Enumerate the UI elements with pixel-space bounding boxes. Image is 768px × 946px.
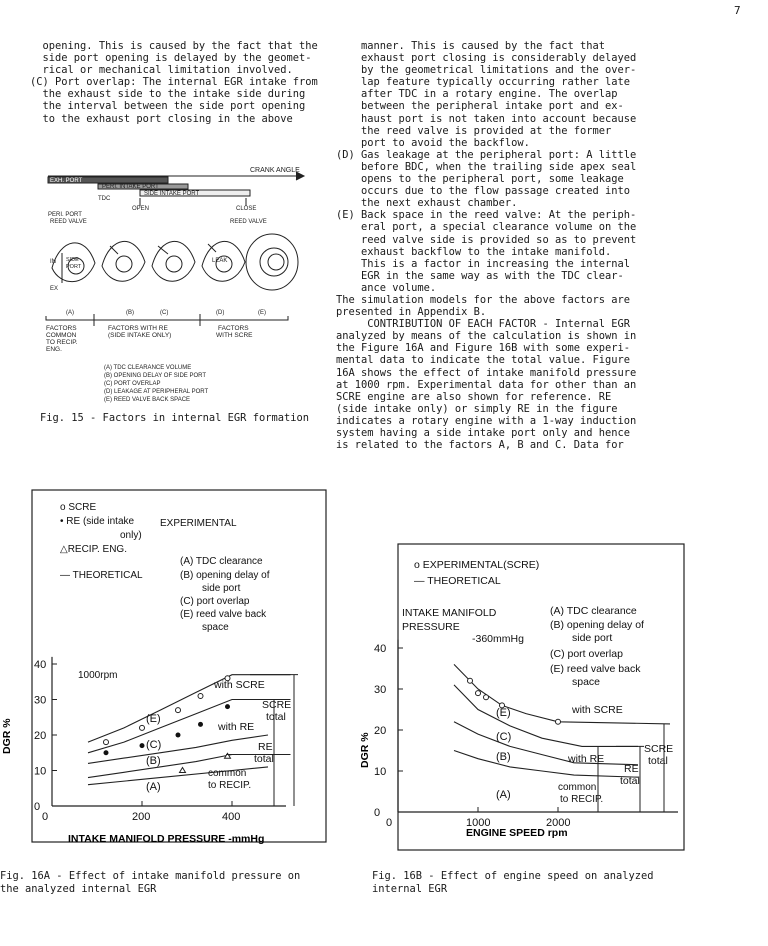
fig16b-xlabel: ENGINE SPEED rpm bbox=[466, 827, 568, 839]
imp-label-3: -360mmHg bbox=[472, 633, 524, 645]
scre-data-point bbox=[484, 695, 489, 700]
y-tick-label: 30 bbox=[34, 694, 47, 707]
re-data-point bbox=[225, 704, 230, 709]
with-re-label: with RE bbox=[218, 721, 255, 733]
text-line: (D) Gas leakage at the peripheral port: A little bbox=[336, 148, 637, 161]
text-line: (C) Port overlap: The internal EGR intake from bbox=[30, 76, 318, 89]
text-line: reed valve side is provided so as to prevent bbox=[336, 233, 637, 246]
group-common-2: COMMON bbox=[46, 332, 77, 339]
scre-data-point bbox=[556, 719, 561, 724]
scre-data-point bbox=[176, 708, 181, 713]
group-common-3: TO RECIP. bbox=[46, 339, 78, 346]
scre-data-point bbox=[104, 740, 109, 745]
text-line: after TDC in a rotary engine. The overlap bbox=[336, 88, 618, 101]
side-label: SIDE bbox=[66, 257, 79, 263]
common-label: common bbox=[208, 768, 247, 779]
scre-total-label: SCRE bbox=[262, 699, 292, 711]
re-data-point bbox=[198, 722, 203, 727]
text-line: exhaust port closing is considerably delayed bbox=[336, 52, 637, 65]
fig16a-caption-1: Fig. 16A - Effect of intake manifold pressure on bbox=[0, 870, 301, 882]
factor-c: (C) port overlap bbox=[180, 596, 250, 607]
fig15-legend-e: (E) REED VALVE BACK SPACE bbox=[104, 397, 191, 403]
text-line: (side intake only) or simply RE in the figure bbox=[336, 402, 618, 415]
fig15-caption: Fig. 15 - Factors in internal EGR formation bbox=[40, 412, 309, 424]
recip-data-point bbox=[180, 768, 186, 773]
group-re-1: FACTORS WITH RE bbox=[108, 325, 168, 332]
fig15-legend-a: (A) TDC CLEARANCE VOLUME bbox=[104, 365, 192, 371]
factor-b-c: (C) port overlap bbox=[550, 648, 623, 660]
rotor-panel-b bbox=[102, 241, 145, 281]
group-scre-1: FACTORS bbox=[218, 325, 249, 332]
y-tick-label: 10 bbox=[374, 766, 387, 778]
text-line: system having a side intake port only and hence bbox=[336, 427, 631, 439]
re-data-point bbox=[176, 733, 181, 738]
legend-theoretical: — THEORETICAL bbox=[60, 570, 143, 581]
fig16a-ylabel: DGR % bbox=[1, 718, 13, 754]
text-line: the reed valve is provided at the former bbox=[336, 124, 612, 137]
factor-e-2: space bbox=[202, 622, 229, 633]
y-tick-label: 10 bbox=[34, 765, 47, 778]
figure-16a bbox=[0, 486, 330, 846]
fig16a-xlabel: INTAKE MANIFOLD PRESSURE -mmHg bbox=[68, 833, 265, 845]
text-line: haust port is not taken into account because bbox=[336, 112, 637, 125]
exh-port-label: EXH. PORT bbox=[50, 178, 83, 184]
reed-valve-label: REED VALVE bbox=[230, 219, 267, 225]
peri-port-label: PERI. PORT bbox=[48, 212, 82, 218]
x-tick-label: 2000 bbox=[546, 817, 571, 829]
fig15-legend-c: (C) PORT OVERLAP bbox=[104, 381, 161, 387]
open-label: OPEN bbox=[132, 206, 150, 212]
text-line: port to avoid the backflow. bbox=[336, 136, 530, 149]
text-line: (E) Back space in the reed valve: At the periph- bbox=[336, 209, 637, 222]
figure-16b bbox=[354, 540, 686, 854]
left-column-text bbox=[30, 40, 318, 125]
curve-label-e: (E) bbox=[146, 713, 161, 725]
rotor-panel-e bbox=[246, 234, 298, 290]
common-label-2: to RECIP. bbox=[208, 780, 252, 791]
panel-label-c: (C) bbox=[160, 310, 169, 316]
legend-scre: o SCRE bbox=[60, 502, 97, 513]
curve-c bbox=[88, 735, 268, 763]
text-line: 16A shows the effect of intake manifold pressure bbox=[336, 366, 637, 379]
with-scre-label: with SCRE bbox=[572, 704, 623, 716]
leak-label: LEAK bbox=[212, 258, 228, 264]
text-line: at 1000 rpm. Experimental data for other than an bbox=[336, 378, 637, 391]
fig16b-caption-2: internal EGR bbox=[372, 883, 448, 895]
text-line: This is a factor in increasing the internal bbox=[336, 257, 631, 270]
fig15-legend-b: (B) OPENING DELAY OF SIDE PORT bbox=[104, 373, 207, 379]
factor-a: (A) TDC clearance bbox=[180, 556, 263, 567]
y-tick-label: 40 bbox=[34, 659, 47, 671]
y-tick-label: 20 bbox=[374, 725, 387, 737]
curve-label-b: (B) bbox=[146, 755, 161, 767]
panel-label-b: (B) bbox=[126, 310, 134, 316]
y-tick-label: 20 bbox=[34, 730, 47, 742]
with-re-label: with RE bbox=[568, 753, 605, 765]
factor-b-b2: side port bbox=[572, 632, 613, 644]
side-intake-port-label: SIDE INTAKE PORT bbox=[144, 191, 200, 197]
curve-c bbox=[454, 722, 638, 765]
curve-label-a: (A) bbox=[496, 789, 511, 801]
fig16b-caption-1: Fig. 16B - Effect of engine speed on analyzed bbox=[372, 870, 654, 882]
text-line: the interval between the side port opening bbox=[30, 100, 306, 113]
tdc-label: TDC bbox=[98, 196, 111, 202]
factor-b-e: (E) reed valve back bbox=[550, 663, 641, 675]
text-line: rical or mechanical limitation involved. bbox=[30, 64, 293, 77]
text-line: occurs due to the flow passage created into bbox=[336, 185, 631, 198]
scre-total-label-2: total bbox=[266, 711, 286, 723]
text-line: analyzed by means of the calculation is shown in bbox=[336, 330, 637, 343]
re-total-label: RE bbox=[624, 763, 639, 775]
panel-label-d: (D) bbox=[216, 310, 225, 316]
factor-e: (E) reed valve back bbox=[180, 609, 267, 620]
text-line: to the exhaust port closing in the above bbox=[30, 112, 293, 125]
re-total-label-2: total bbox=[254, 753, 274, 765]
y-tick-label: 0 bbox=[374, 807, 381, 819]
scre-total-label: SCRE bbox=[644, 743, 674, 755]
text-line: exhaust backflow to the intake manifold. bbox=[336, 245, 612, 258]
text-line: is related to the factors A, B and C. Data for bbox=[336, 439, 624, 452]
text-line: by the geometrical limitations and the over- bbox=[336, 64, 637, 77]
scre-data-point bbox=[476, 691, 481, 696]
ex-label: EX bbox=[50, 286, 59, 292]
with-scre-label: with SCRE bbox=[214, 679, 265, 691]
text-line: SCRE engine are also shown for reference. RE bbox=[336, 390, 612, 403]
scre-data-point bbox=[140, 725, 145, 730]
text-line: between the peripheral intake port and ex- bbox=[336, 100, 624, 113]
peri-reed-valve-label: REED VALVE bbox=[50, 219, 87, 225]
legend-re-2: only) bbox=[120, 530, 142, 541]
text-line: CONTRIBUTION OF EACH FACTOR - Internal EGR bbox=[336, 318, 631, 331]
close-label: CLOSE bbox=[236, 206, 257, 212]
re-total-label: RE bbox=[258, 741, 273, 753]
text-line: the exhaust side to the intake side during bbox=[30, 88, 306, 101]
legend-theoretical-b: — THEORETICAL bbox=[414, 575, 501, 587]
text-line: mental data to indicate the total value. Figure bbox=[336, 354, 631, 367]
text-line: ance volume. bbox=[336, 281, 437, 294]
common-label: common bbox=[558, 782, 597, 793]
text-line: opening. This is caused by the fact that the bbox=[30, 40, 318, 52]
group-common-1: FACTORS bbox=[46, 325, 77, 332]
peri-intake-port-label: PERI. INTAKE PORT bbox=[102, 184, 159, 190]
factor-b: (B) opening delay of bbox=[180, 570, 270, 581]
imp-label-1: INTAKE MANIFOLD bbox=[402, 607, 497, 619]
panel-label-a: (A) bbox=[66, 310, 74, 316]
scre-data-point bbox=[198, 693, 203, 698]
text-line: The simulation models for the above factors are bbox=[336, 293, 631, 306]
y-tick-label: 40 bbox=[374, 643, 387, 655]
common-label-2: to RECIP. bbox=[560, 794, 604, 805]
curve-label-c: (C) bbox=[146, 739, 162, 751]
text-line: before BDC, when the trailing side apex seal bbox=[336, 160, 637, 173]
rotor-panel-c bbox=[152, 241, 195, 281]
group-re-2: (SIDE INTAKE ONLY) bbox=[108, 332, 172, 339]
text-line: presented in Appendix B. bbox=[336, 306, 487, 319]
text-line: side port opening is delayed by the geomet- bbox=[30, 52, 312, 65]
text-line: EGR in the same way as with the TDC clear- bbox=[336, 269, 624, 282]
right-column-text bbox=[336, 40, 636, 451]
x-tick-label: 200 bbox=[132, 811, 151, 823]
text-line: the next exhaust chamber. bbox=[336, 197, 518, 210]
group-common-4: ENG. bbox=[46, 346, 62, 353]
page-number: 7 bbox=[734, 4, 741, 17]
text-line: indicates a rotary engine with a 1-way induction bbox=[336, 414, 637, 427]
crank-angle-label: CRANK ANGLE bbox=[250, 167, 300, 174]
scre-data-point bbox=[468, 678, 473, 683]
fig16a-caption-2: the analyzed internal EGR bbox=[0, 883, 157, 895]
total-label: total bbox=[620, 775, 640, 787]
re-data-point bbox=[104, 750, 109, 755]
legend-experimental-scre: o EXPERIMENTAL(SCRE) bbox=[414, 559, 540, 571]
re-data-point bbox=[140, 743, 145, 748]
port-label: PORT bbox=[66, 264, 82, 270]
curve-label-b: (B) bbox=[496, 751, 511, 763]
legend-experimental: EXPERIMENTAL bbox=[160, 518, 237, 529]
curve-label-a: (A) bbox=[146, 781, 161, 793]
imp-label-2: PRESSURE bbox=[402, 621, 460, 633]
y-tick-label: 0 bbox=[34, 801, 41, 813]
legend-recip: △RECIP. ENG. bbox=[60, 544, 127, 555]
x-tick-label: 1000 bbox=[466, 817, 491, 829]
factor-b-a: (A) TDC clearance bbox=[550, 605, 637, 617]
x-tick-label: 0 bbox=[386, 817, 393, 829]
panel-label-e: (E) bbox=[258, 310, 266, 316]
factor-b-b: (B) opening delay of bbox=[550, 619, 644, 631]
text-line: manner. This is caused by the fact that bbox=[336, 40, 605, 52]
curve-label-e: (E) bbox=[496, 707, 511, 719]
group-scre-2: WITH SCRE bbox=[216, 332, 253, 339]
curve-label-c: (C) bbox=[496, 731, 512, 743]
factor-b-e2: space bbox=[572, 676, 601, 688]
rpm-label: 1000rpm bbox=[78, 670, 118, 681]
factor-b-2: side port bbox=[202, 583, 241, 594]
x-tick-label: 0 bbox=[42, 811, 49, 823]
x-tick-label: 400 bbox=[222, 811, 241, 823]
fig16a-plot bbox=[34, 657, 298, 823]
in-label: IN bbox=[50, 259, 56, 265]
y-tick-label: 30 bbox=[374, 684, 387, 696]
scre-total-label-2: total bbox=[648, 755, 668, 767]
text-line: opens to the peripheral port, some leakage bbox=[336, 173, 624, 186]
legend-re: • RE (side intake bbox=[60, 516, 135, 527]
fig16b-ylabel: DGR % bbox=[359, 732, 371, 768]
figure-15 bbox=[40, 158, 340, 408]
text-line: lap feature typically occurring rather late bbox=[336, 76, 631, 89]
text-line: the Figure 16A and Figure 16B with some experi- bbox=[336, 342, 631, 355]
fig15-legend-d: (D) LEAKAGE AT PERIPHERAL PORT bbox=[104, 389, 209, 395]
text-line: eral port, a special clearance volume on the bbox=[336, 221, 637, 234]
